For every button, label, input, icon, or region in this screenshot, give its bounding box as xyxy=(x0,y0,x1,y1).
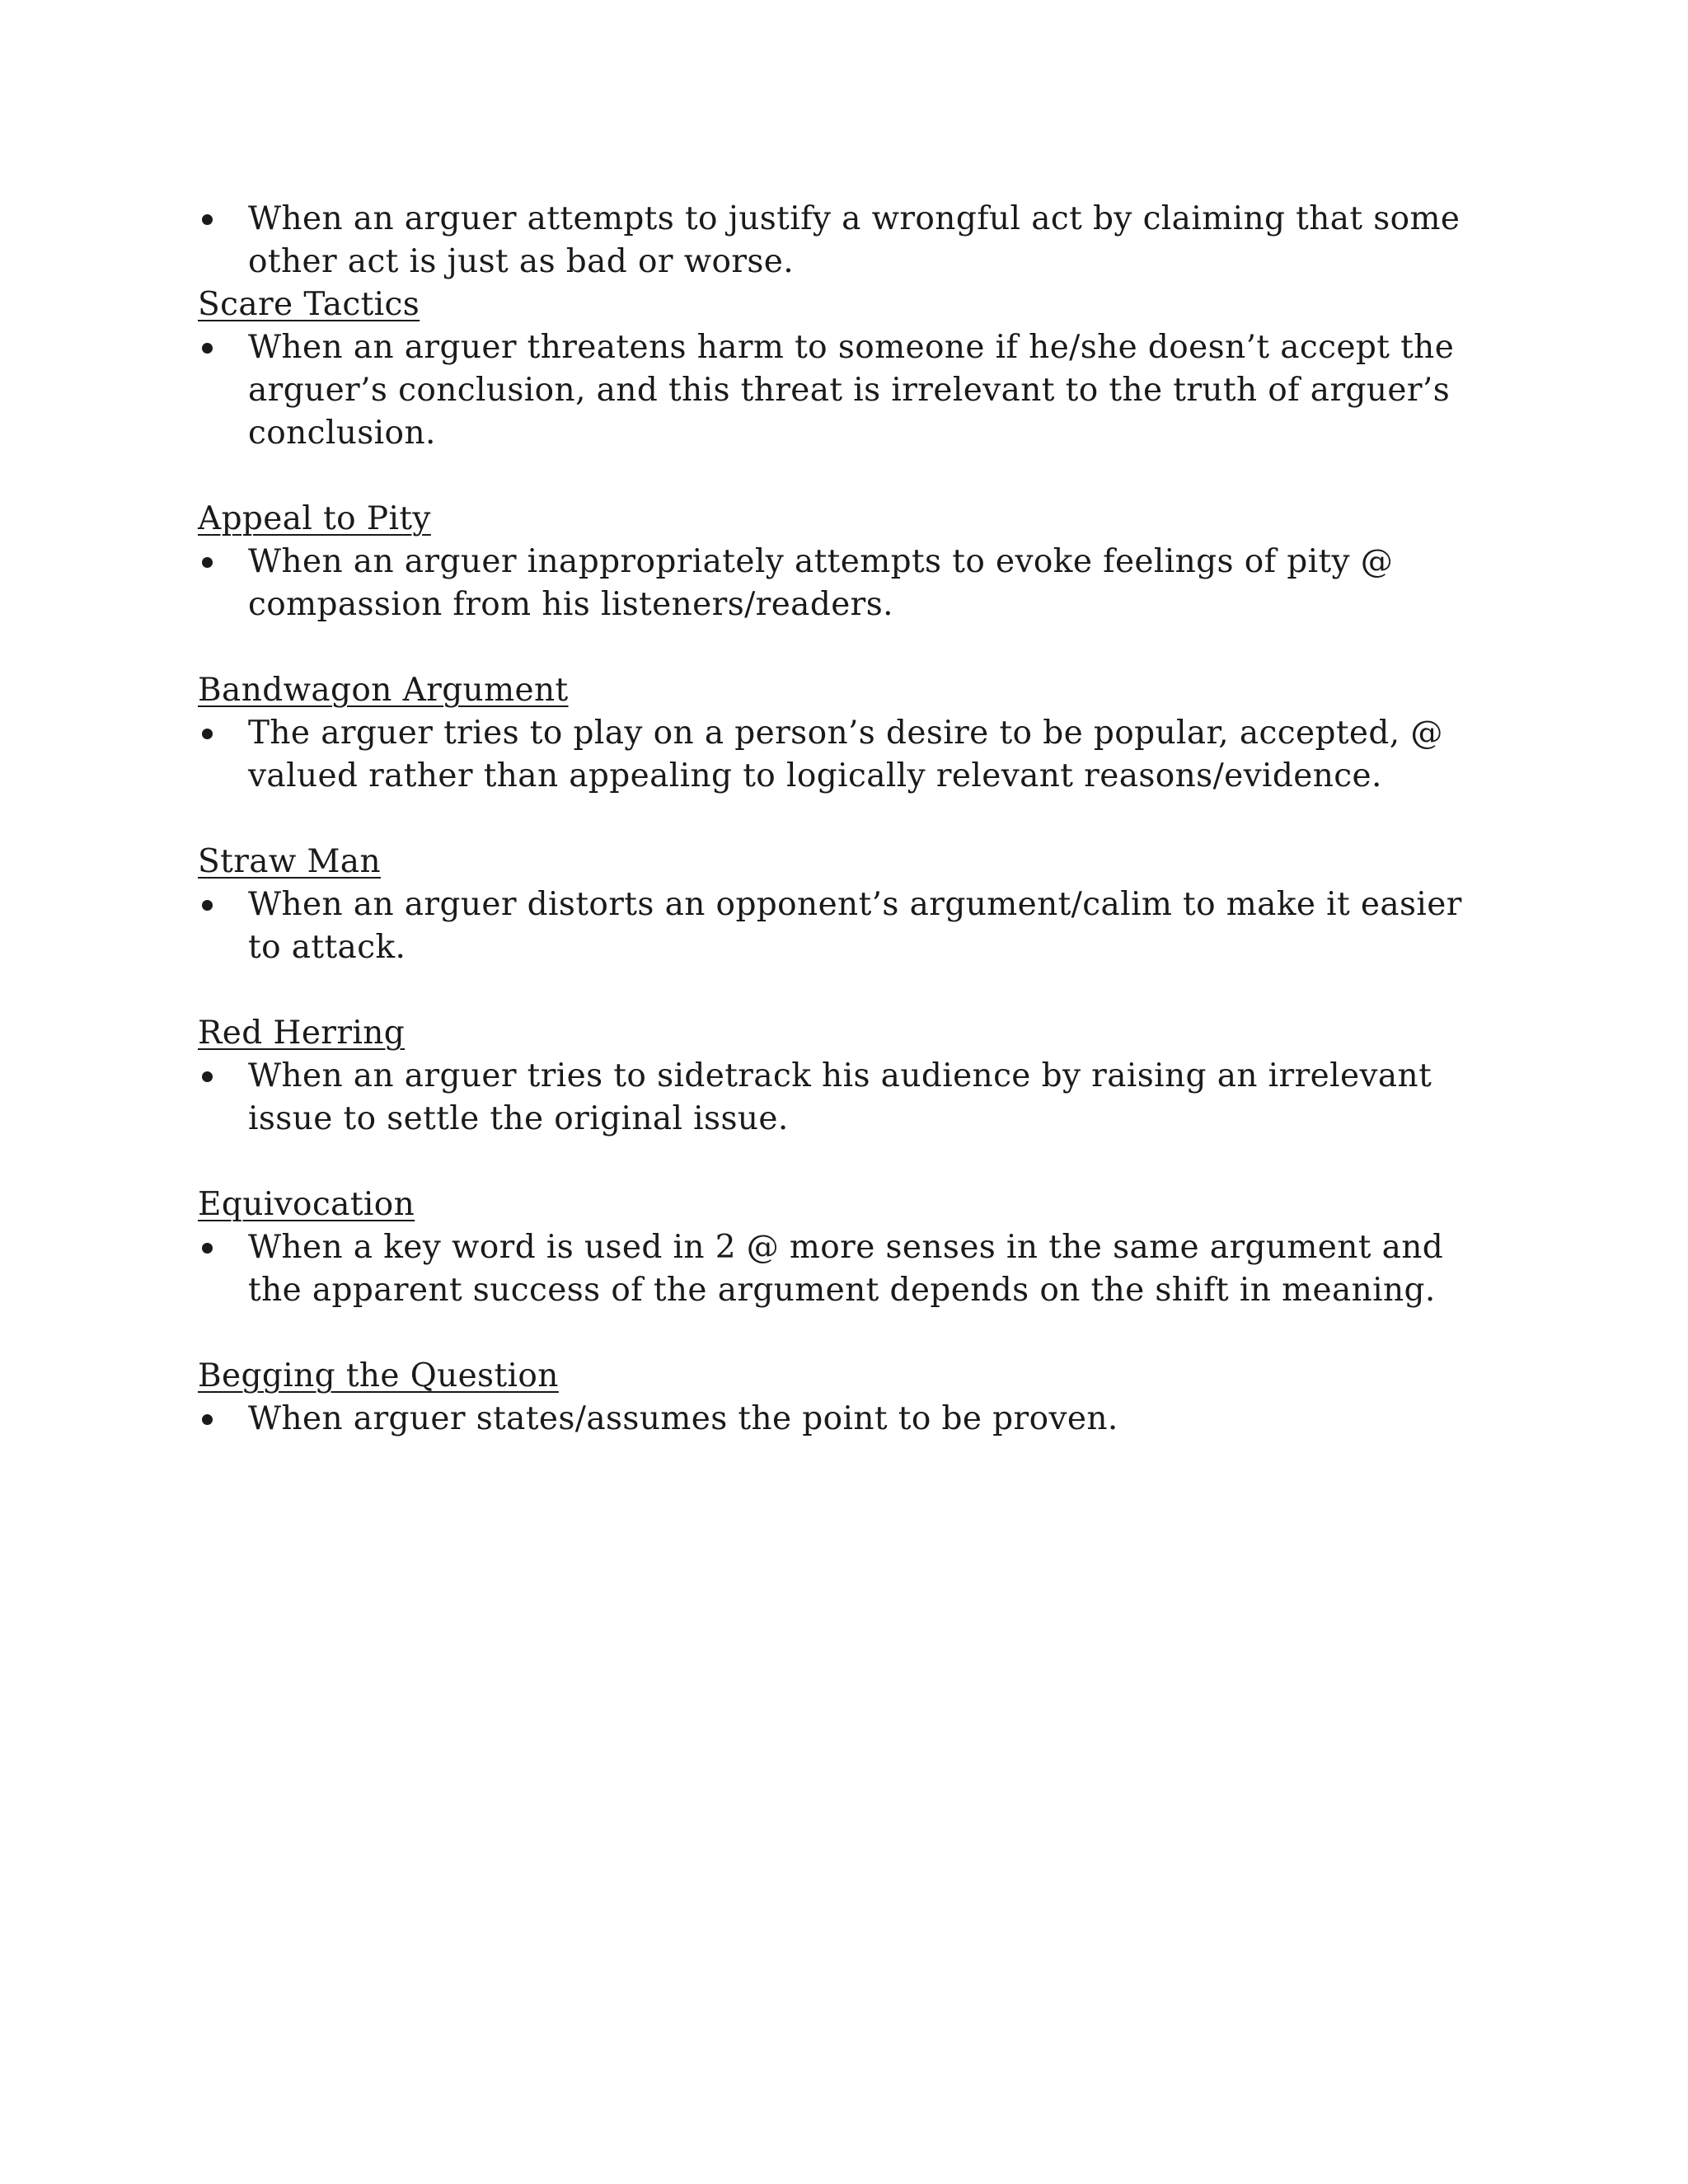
section-spacer xyxy=(198,969,1484,1012)
section-heading-red-herring: Red Herring xyxy=(198,1015,406,1052)
bullet-icon xyxy=(202,214,213,225)
bullet-text-straw-man: When an arguer distorts an opponent’s argument/calim to make it easier to attack. xyxy=(248,886,1462,966)
section-spacer xyxy=(198,1141,1484,1183)
bullet-text-red-herring: When an arguer tries to sidetrack his audience by raising an irrelevant issue to settle the original issue. xyxy=(248,1057,1432,1137)
bullet-icon xyxy=(202,1243,213,1254)
section-heading-equivocation: Equivocation xyxy=(198,1186,415,1223)
bullet-item-appeal-to-pity xyxy=(198,541,1484,626)
intro-bullet-item xyxy=(198,198,1484,284)
bullet-text-equivocation: When a key word is used in 2 @ more senses in the same argument and the apparent success of the argument depends on the shift in meaning. xyxy=(248,1229,1444,1309)
section-heading-straw-man: Straw Man xyxy=(198,843,381,880)
bullet-text-begging-the-question: When arguer states/assumes the point to be proven. xyxy=(248,1400,1118,1437)
intro-bullet-text: When an arguer attempts to justify a wrongful act by claiming that some other act is just as bad or worse. xyxy=(248,200,1461,280)
bullet-item-red-herring xyxy=(198,1055,1484,1141)
bullet-icon xyxy=(202,557,213,568)
bullet-icon xyxy=(202,343,213,354)
section-spacer xyxy=(198,1312,1484,1355)
section-heading-scare-tactics: Scare Tactics xyxy=(198,286,420,323)
section-heading-bandwagon-argument: Bandwagon Argument xyxy=(198,672,569,709)
bullet-icon xyxy=(202,1071,213,1082)
bullet-item-bandwagon-argument xyxy=(198,712,1484,798)
bullet-item-scare-tactics xyxy=(198,326,1484,455)
bullet-text-appeal-to-pity: When an arguer inappropriately attempts to evoke feelings of pity @ compassion from his listeners/readers. xyxy=(248,543,1394,623)
document-content xyxy=(198,198,1484,1441)
bullet-icon xyxy=(202,729,213,739)
section-spacer xyxy=(198,798,1484,841)
section-spacer xyxy=(198,626,1484,669)
bullet-item-straw-man xyxy=(198,883,1484,969)
bullet-item-equivocation xyxy=(198,1226,1484,1312)
bullet-text-bandwagon-argument: The arguer tries to play on a person’s desire to be popular, accepted, @ valued rather than appealing to logically relevant reasons/evidence. xyxy=(248,715,1443,794)
section-spacer xyxy=(198,455,1484,498)
section-heading-appeal-to-pity: Appeal to Pity xyxy=(198,500,431,537)
section-heading-begging-the-question: Begging the Question xyxy=(198,1357,559,1394)
bullet-icon xyxy=(202,900,213,911)
bullet-icon xyxy=(202,1414,213,1425)
bullet-text-scare-tactics: When an arguer threatens harm to someone if he/she doesn’t accept the arguer’s conclusion, and this threat is irrelevant to the truth of arguer’s conclusion. xyxy=(248,329,1455,452)
bullet-item-begging-the-question xyxy=(198,1398,1484,1441)
